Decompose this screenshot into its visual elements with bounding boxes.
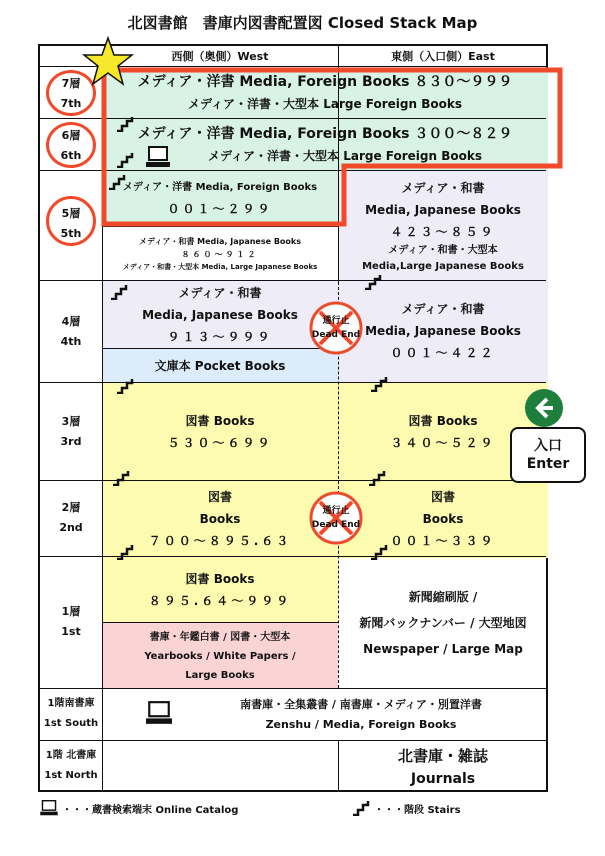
computer-icon (146, 146, 170, 168)
entrance-jp: 入口 (534, 438, 562, 454)
f7-line1: メディア・洋書 Media, Foreign Books ８３０～９９９ (137, 74, 513, 90)
south-line2: Zenshu / Media, Foreign Books (265, 718, 457, 731)
f5-east4: メディア・和書・大型本 (388, 245, 498, 256)
f3-west2: ５３０～６９９ (167, 436, 273, 450)
stairs-icon (116, 544, 134, 560)
stairs-icon (370, 376, 388, 392)
legend-stairs (352, 800, 461, 816)
stairs-icon (370, 544, 388, 560)
f3-west1: 図書 Books (185, 414, 255, 428)
f5-east3: ４２３～８５９ (390, 225, 496, 239)
south-line1: 南書庫・全集叢書 / 南書庫・メディア・別置洋書 (240, 698, 482, 711)
page-title: 北図書館 書庫内図書配置図 Closed Stack Map (127, 14, 478, 32)
f4-west1: メディア・和書 (178, 286, 262, 300)
stairs-icon (116, 378, 134, 394)
f1-west1: 図書 Books (185, 572, 255, 586)
north-line2: Journals (410, 771, 476, 787)
stairs-icon (352, 800, 370, 816)
floor-3: 3層 3rd (60, 415, 82, 448)
f2-east1: 図書 (430, 490, 455, 504)
column-east: 東側（入口側）East (391, 50, 495, 63)
f1-east (338, 558, 548, 688)
f4-east (338, 282, 548, 380)
f4-pocket-label: 文庫本 Pocket Books (154, 359, 286, 373)
north-stack (338, 742, 548, 792)
f2-west1: 図書 (207, 490, 232, 504)
f1-pink2: Yearbooks / White Papers / (144, 650, 296, 662)
f4-pocket (102, 350, 338, 382)
dead-end-label: 通行止 Dead End (311, 506, 361, 530)
highlight-outline-path (104, 70, 560, 224)
column-west: 西側（奥側）West (171, 50, 269, 63)
computer-icon (146, 698, 172, 728)
floor-1: 1層 1st (61, 605, 81, 638)
f6-line1: メディア・洋書 Media, Foreign Books ３００～８２９ (137, 126, 513, 142)
f7-line2: メディア・洋書・大型本 Large Foreign Books (188, 97, 462, 111)
stairs-icon (116, 116, 134, 132)
f3-east1: 図書 Books (408, 414, 478, 428)
floor-2: 2層 2nd (59, 501, 83, 534)
south-stack (176, 690, 546, 740)
f4-east1: メディア・和書 (401, 302, 485, 316)
floor-1-south: 1階南書庫 1st South (43, 698, 99, 729)
f1-pink3: Large Books (185, 669, 255, 681)
f5-east1: メディア・和書 (401, 181, 485, 195)
f3-east2: ３４０～５２９ (390, 436, 496, 450)
arrow-left-icon (524, 388, 564, 428)
f1-east1: 新聞縮刷版 / (408, 590, 478, 604)
dead-end-f2 (308, 490, 364, 546)
f2-east3: ００１～３３９ (390, 534, 496, 548)
entrance-sign (510, 427, 586, 483)
f1-pink (102, 624, 338, 688)
dead-end-label: 通行止 Dead End (311, 316, 361, 340)
stairs-icon (110, 284, 128, 300)
f4-east3: ００１～４２２ (390, 346, 496, 360)
star-icon (82, 36, 134, 88)
f1-east2: 新聞バックナンバー / 大型地図 (359, 616, 527, 630)
f2-west (102, 482, 338, 556)
f4-west2: Media, Japanese Books (142, 308, 298, 322)
f6-line2: メディア・洋書・大型本 Large Foreign Books (208, 149, 482, 163)
f2-west2: Books (199, 512, 241, 526)
f4-east2: Media, Japanese Books (365, 324, 521, 338)
north-line1: 北書庫・雑誌 (397, 747, 488, 765)
stairs-icon (116, 152, 134, 168)
stairs-icon (108, 174, 126, 190)
f2-west3: ７００～８９５.６３ (148, 534, 292, 548)
dead-end-f4 (308, 300, 364, 356)
legend-catalog-label: ・・・蔵書検索端末 Online Catalog (62, 804, 239, 816)
f2-east2: Books (422, 512, 464, 526)
f4-west3: ９１３～９９９ (167, 330, 273, 344)
floor-7: 7層 7th (60, 77, 82, 110)
computer-icon (40, 800, 58, 816)
stairs-icon (368, 470, 386, 486)
f4-west (102, 282, 338, 348)
floor-6: 6層 6th (60, 129, 82, 162)
floor-4: 4層 4th (60, 315, 82, 348)
legend-stairs-label: ・・・階段 Stairs (374, 804, 461, 816)
stairs-icon (112, 470, 130, 486)
f5-east2: Media, Japanese Books (365, 203, 521, 217)
f1-pink1: 書庫・年鑑白書 / 図書・大型本 (149, 631, 291, 643)
f5-west-b: ８６０～９１２ (181, 249, 259, 259)
floor-1-north: 1階 北書庫 1st North (44, 750, 98, 781)
f5-west-green2: ００１～２９９ (167, 202, 273, 216)
f5-west-green1: メディア・洋書 Media, Foreign Books (122, 182, 318, 193)
floor-5: 5層 5th (60, 207, 82, 240)
legend-catalog (40, 800, 238, 816)
entrance-en: Enter (526, 456, 570, 472)
f3-west (102, 384, 338, 480)
f1-east3: Newspaper / Large Map (363, 642, 523, 656)
f5-east5: Media,Large Japanese Books (362, 261, 524, 272)
stairs-icon (364, 274, 382, 290)
f1-west (102, 558, 338, 622)
f5-west-c: メディア・和書・大型本 Media, Large Japanese Books (122, 262, 318, 271)
f1-west2: ８９５.６４～９９９ (148, 594, 292, 608)
f5-west-a: メディア・和書 Media, Japanese Books (139, 236, 301, 246)
